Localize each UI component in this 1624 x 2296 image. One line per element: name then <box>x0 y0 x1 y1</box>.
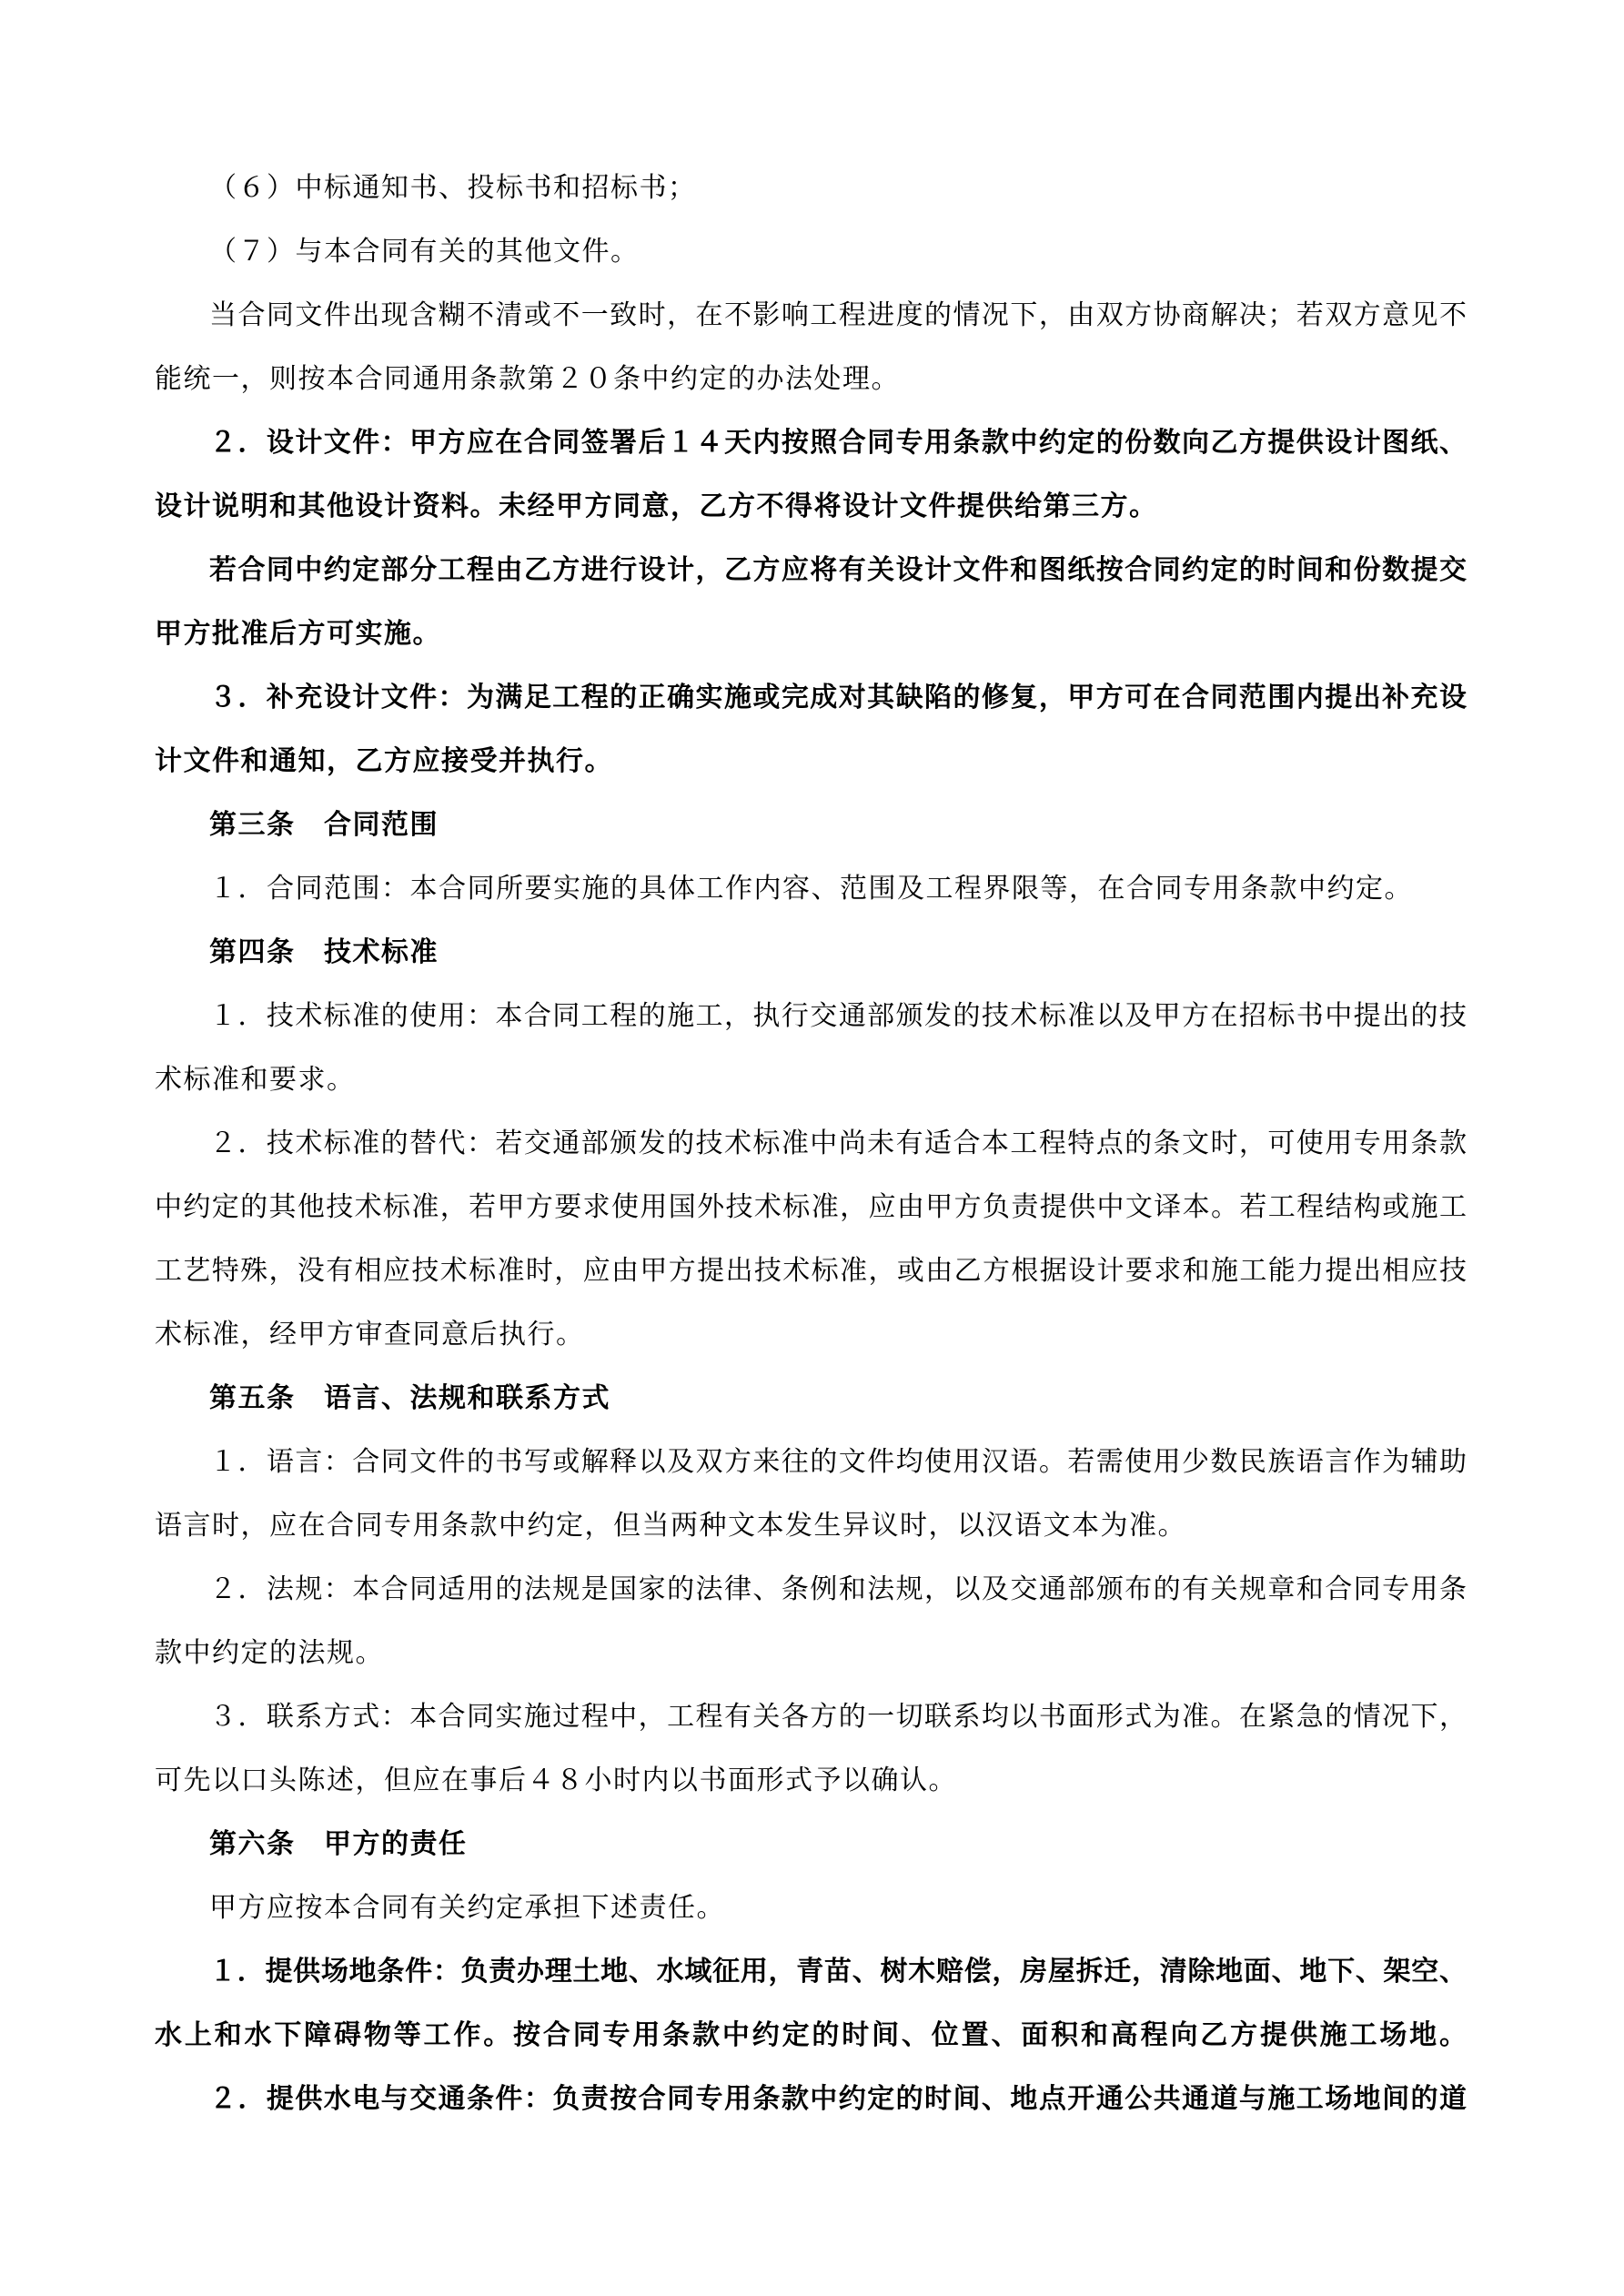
text-line: ２．法规：本合同适用的法规是国家的法律、条例和法规，以及交通部颁布的有关规章和合同专用条 <box>209 1574 1467 1604</box>
text-line: １．提供场地条件：负责办理土地、水域征用，青苗、树木赔偿，房屋拆迁，清除地面、地下、架空、 <box>209 1957 1467 1987</box>
text-line: 当合同文件出现含糊不清或不一致时，在不影响工程进度的情况下，由双方协商解决；若双方意见不 <box>209 300 1467 330</box>
text-line: 第三条 合同范围 <box>209 810 439 840</box>
text-line: 第四条 技术标准 <box>209 937 439 967</box>
text-line: 计文件和通知，乙方应接受并执行。 <box>155 746 613 776</box>
text-line: 工艺特殊，没有相应技术标准时，应由甲方提出技术标准，或由乙方根据设计要求和施工能力提出相应技 <box>155 1256 1467 1286</box>
text-line: 甲方批准后方可实施。 <box>155 619 441 649</box>
text-line: 术标准，经甲方审查同意后执行。 <box>155 1320 585 1350</box>
text-line: 甲方应按本合同有关约定承担下述责任。 <box>209 1893 725 1923</box>
text-line: 中约定的其他技术标准，若甲方要求使用国外技术标准，应由甲方负责提供中文译本。若工程结构或施工 <box>155 1192 1467 1222</box>
text-line: 水上和水下障碍物等工作。按合同专用条款中约定的时间、位置、面积和高程向乙方提供施工场地。 <box>155 2020 1467 2050</box>
text-line: ２．技术标准的替代：若交通部颁发的技术标准中尚未有适合本工程特点的条文时，可使用专用条款 <box>209 1128 1467 1158</box>
text-line: 若合同中约定部分工程由乙方进行设计，乙方应将有关设计文件和图纸按合同约定的时间和份数提交 <box>209 555 1467 585</box>
text-line: 款中约定的法规。 <box>155 1638 384 1668</box>
text-line: 第六条 甲方的责任 <box>209 1829 468 1859</box>
text-line: （７）与本合同有关的其他文件。 <box>209 237 640 267</box>
text-line: 可先以口头陈述，但应在事后４８小时内以书面形式予以确认。 <box>155 1765 957 1795</box>
document-body <box>155 157 1467 2131</box>
text-line: （６）中标通知书、投标书和招标书； <box>209 173 697 203</box>
text-line: 第五条 语言、法规和联系方式 <box>209 1383 610 1413</box>
text-line: 术标准和要求。 <box>155 1065 356 1095</box>
text-line: １．技术标准的使用：本合同工程的施工，执行交通部颁发的技术标准以及甲方在招标书中提出的技 <box>209 1001 1467 1031</box>
text-line: 设计说明和其他设计资料。未经甲方同意，乙方不得将设计文件提供给第三方。 <box>155 491 1158 521</box>
text-line: ２．提供水电与交通条件：负责按合同专用条款中约定的时间、地点开通公共通道与施工场地间的道 <box>209 2084 1467 2114</box>
text-line: 能统一，则按本合同通用条款第２０条中约定的办法处理。 <box>155 364 900 394</box>
text-line: ２．设计文件：甲方应在合同签署后１４天内按照合同专用条款中约定的份数向乙方提供设计图纸、 <box>209 428 1467 458</box>
text-line: ３．联系方式：本合同实施过程中，工程有关各方的一切联系均以书面形式为准。在紧急的情况下， <box>209 1702 1467 1732</box>
text-line: 语言时，应在合同专用条款中约定，但当两种文本发生异议时，以汉语文本为准。 <box>155 1511 1186 1541</box>
text-line: ３．补充设计文件：为满足工程的正确实施或完成对其缺陷的修复，甲方可在合同范围内提出补充设 <box>209 683 1467 713</box>
text-line: １．合同范围：本合同所要实施的具体工作内容、范围及工程界限等，在合同专用条款中约定。 <box>209 874 1413 904</box>
text-line: １．语言：合同文件的书写或解释以及双方来往的文件均使用汉语。若需使用少数民族语言作为辅助 <box>209 1447 1467 1477</box>
